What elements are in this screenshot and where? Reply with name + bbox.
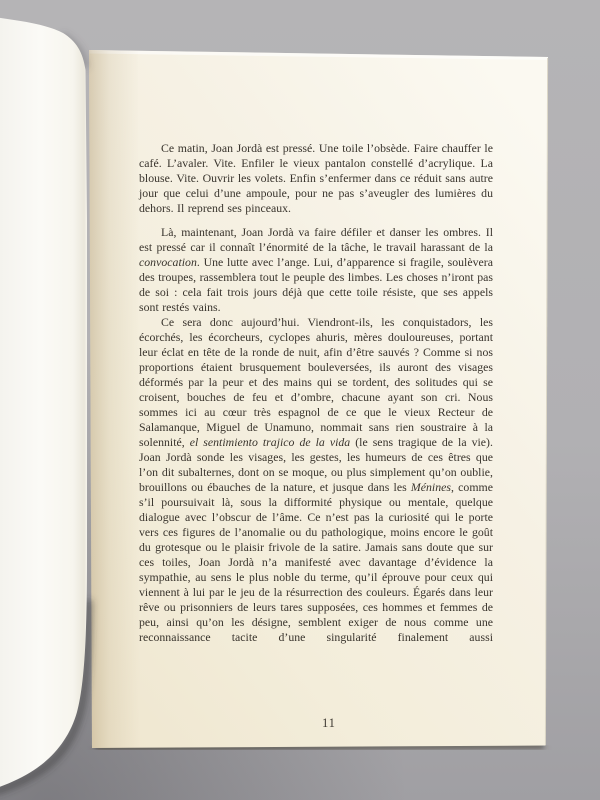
page-text-block: [139, 141, 493, 645]
gutter-shadow: [89, 50, 140, 748]
page-number: 11: [322, 716, 336, 730]
paragraph: Là, maintenant, Joan Jordà va faire défiler et danser les ombres. Il est pressé car il connaît l’énormité de la tâche, le travail harassant de la convocation. Une lutte avec l’ange. Lui, d’apparence si fragile, soulèvera des troupes, rassemblera tout le peuple des limbes. Les choses n’iront pas de soi : cela fait trois jours déjà que cette toile résiste, que ses appels sont restés vains.: [139, 225, 493, 314]
paragraph: Ce sera donc aujourd’hui. Viendront-ils, les conquistadors, les écorchés, les écorcheurs, cyclopes ahuris, mères douloureuses, portant leur éclat en tête de la ronde de nuit, afin d’être sauvés ? Comme si nos proportions étaient brusquement bouleversées, ils auront des visages déformés par la peur et des mains qui se tordent, des solitudes qui se croisent, bouches de feu et d’ombre, chacune ayant son cri. Nous sommes ici au cœur très espagnol de ce que le vieux Recteur de Salamanque, Miguel de Unamuno, nommait sans rien soustraire à la solennité, el sentimiento trajico de la vida (le sens tragique de la vie). Joan Jordà sonde les visages, les gestes, les humeurs de ces êtres que l’on dit subalternes, dont on se moque, ou plus simplement qu’on oublie, brouillons ou ébauches de la nature, et jusque dans les Ménines, comme s’il poursuivait là, sous la difformité physique ou mentale, quelque dialogue avec l’obscur de l’âme. Ce n’est pas la curiosité qui le porte vers ces figures de l’anomalie ou du pathologique, moins encore le goût du grotesque ou le plaisir frivole de la satire. Jamais sans doute que sur ces toiles, Joan Jordà n’a manifesté avec davantage d’évidence la sympathie, au sens le plus noble du terme, qu’il éprouve pour ceux qui viennent à lui par le jeu de la résurrection des couleurs. Égarés dans leur rêve ou prisonniers de leurs tares supposées, ces hommes et femmes de peu, ainsi qu’on les désigne, semblent exiger de nous comme une reconnaissance tacite d’une singularité finalement aussi: [139, 315, 493, 644]
left-page-stack: [0, 17, 87, 789]
paragraph: Ce matin, Joan Jordà est pressé. Une toile l’obsède. Faire chauffer le café. L’avaler. Vite. Enfiler le vieux pantalon constellé d’acrylique. La blouse. Vite. Ouvrir les volets. Enfin s’enfermer dans ce réduit sans autre jour que celui d’une ampoule, pour ne pas s’aveugler des lumières du dehors. Il reprend ses pinceaux.: [139, 141, 493, 215]
